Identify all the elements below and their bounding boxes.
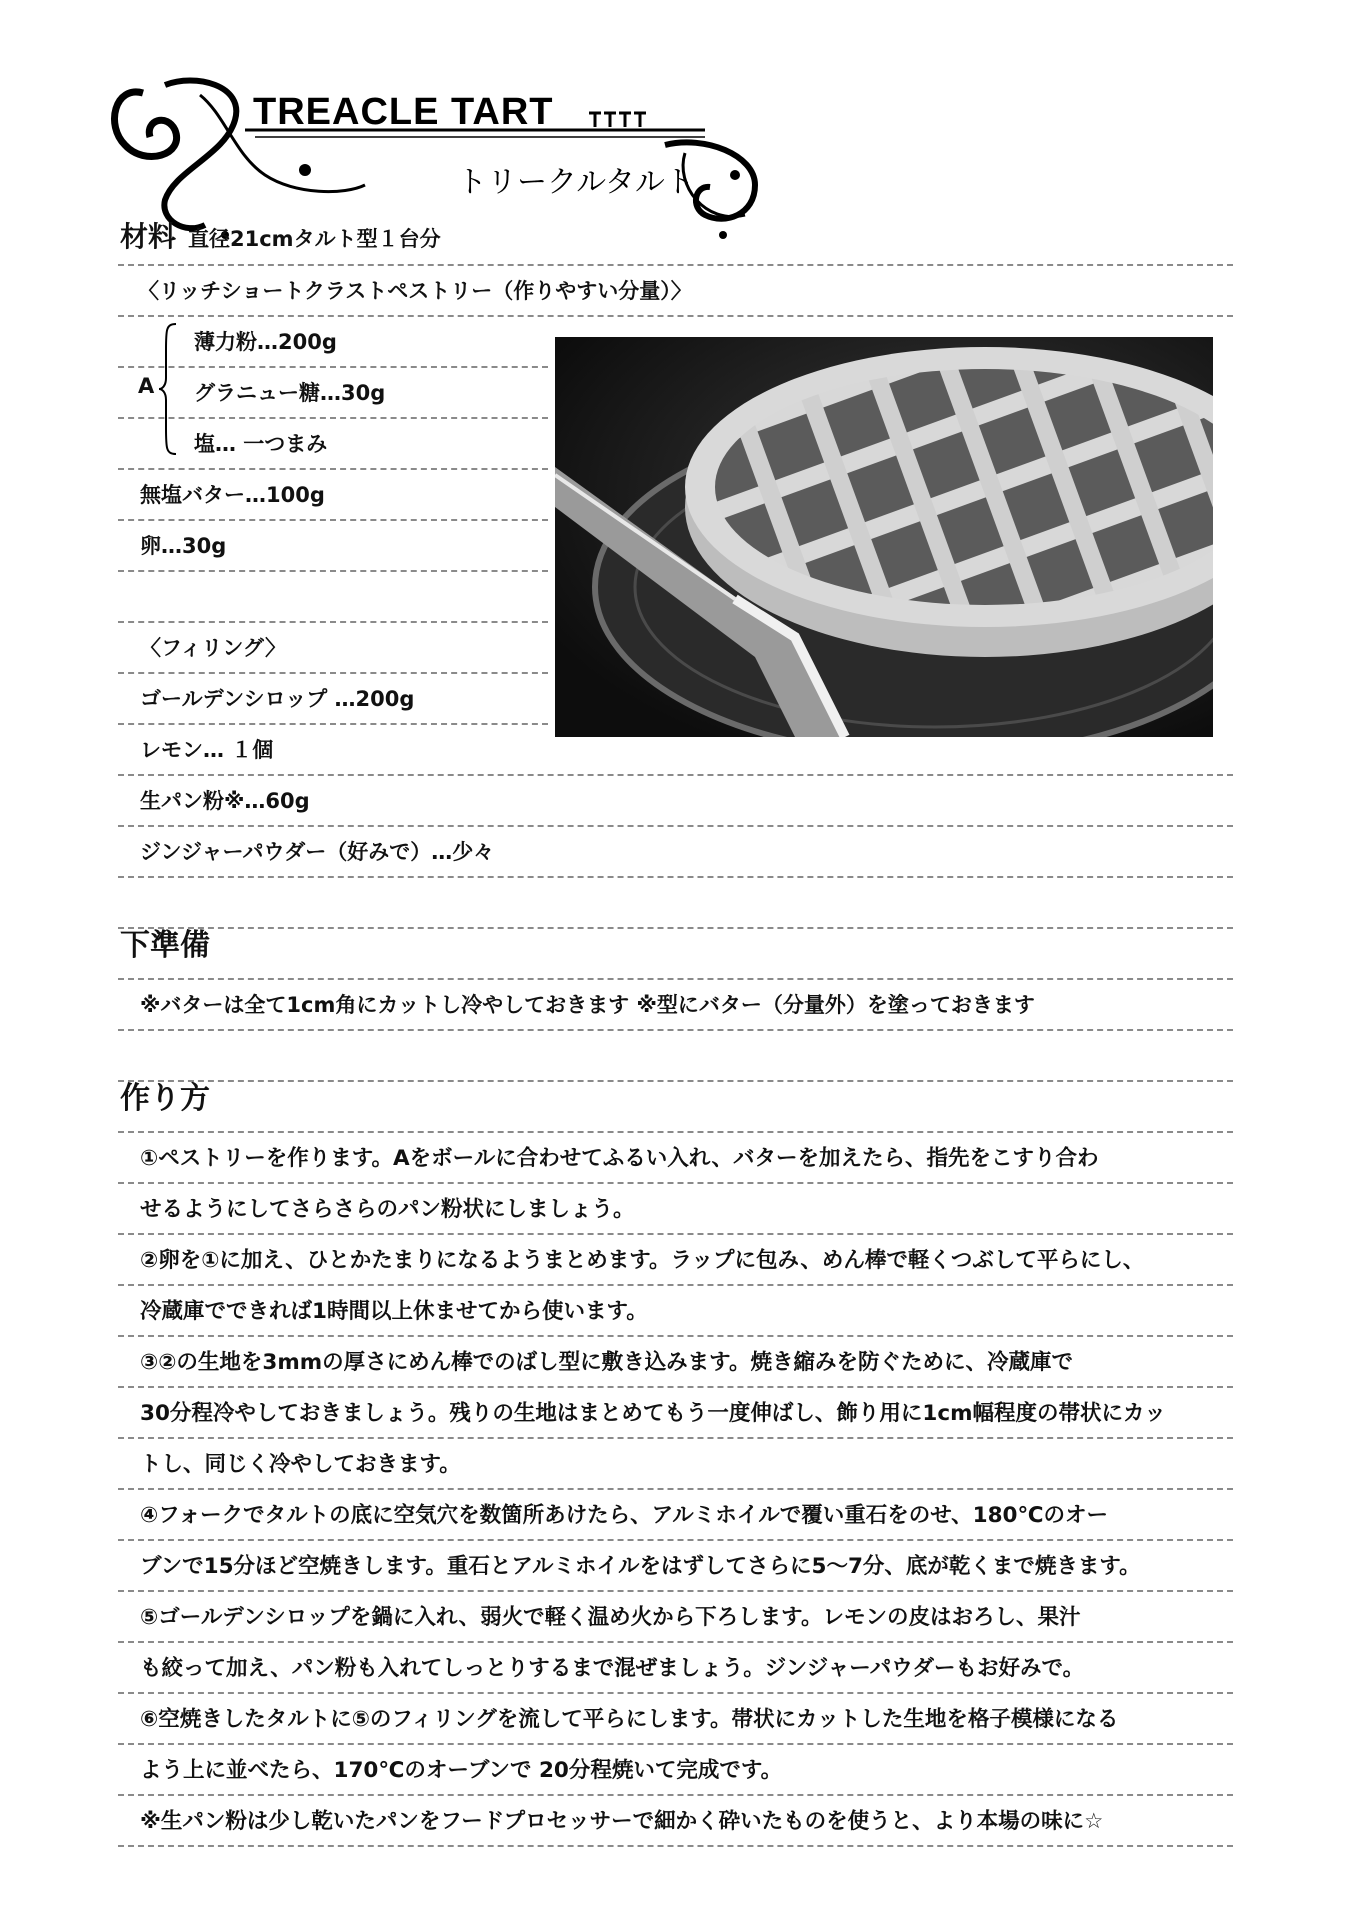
method-line-text: ④フォークでタルトの底に空気穴を数箇所あけたら、アルミホイルで覆い重石をのせ、180℃のオー bbox=[140, 1503, 1109, 1528]
prep-text: ※バターは全て1cm角にカットし冷やしておきます ※型にバター（分量外）を塗っておきます bbox=[140, 993, 1035, 1017]
group-a-label: A bbox=[138, 374, 155, 398]
ingredient-lemon: レモン… １個 bbox=[140, 738, 274, 762]
spacer-rule bbox=[118, 1029, 1233, 1082]
method-line bbox=[118, 1488, 1233, 1541]
ingredient-butter: 無塩バター…100g bbox=[140, 483, 325, 507]
method-line bbox=[118, 1335, 1233, 1388]
tart-photo bbox=[555, 337, 1213, 737]
method-line-text: も絞って加え、パン粉も入れてしっとりするまで混ぜましょう。ジンジャーパウダーもお好みで。 bbox=[140, 1656, 1085, 1681]
method-line bbox=[118, 1437, 1233, 1490]
method-line bbox=[118, 1590, 1233, 1643]
method-line-text: ③②の生地を3mmの厚さにめん棒でのばし型に敷き込みます。焼き縮みを防ぐために、冷蔵庫で bbox=[140, 1350, 1073, 1375]
heading-rule bbox=[118, 213, 1233, 266]
method-line-text: せるようにしてさらさらのパン粉状にしましょう。 bbox=[140, 1197, 635, 1222]
ingredient-breadcrumbs: 生パン粉※…60g bbox=[140, 789, 310, 813]
method-line-text: 30分程冷やしておきましょう。残りの生地はまとめてもう一度伸ばし、飾り用に1cm幅程度の帯状にカッ bbox=[140, 1401, 1166, 1426]
method-line bbox=[118, 1386, 1233, 1439]
ingredient-row bbox=[118, 672, 548, 725]
prep-row bbox=[118, 978, 1233, 1031]
ingredient-row bbox=[118, 519, 548, 572]
ingredient-salt: 塩… 一つまみ bbox=[194, 432, 328, 456]
method-line-text: トし、同じく冷やしておきます。 bbox=[140, 1452, 461, 1477]
method-line bbox=[118, 1794, 1233, 1847]
method-line-text: 冷蔵庫でできれば1時間以上休ませてから使います。 bbox=[140, 1299, 648, 1324]
method-line bbox=[118, 1182, 1233, 1235]
method-line-text: ②卵を①に加え、ひとかたまりになるようまとめます。ラップに包み、めん棒で軽くつぶして平らにし、 bbox=[140, 1248, 1145, 1273]
materials-size-note: 直径21cmタルト型１台分 bbox=[188, 227, 441, 251]
method-heading: 作り方 bbox=[120, 1081, 210, 1116]
title-japanese: トリークルタルト bbox=[457, 165, 695, 200]
spacer-rule bbox=[118, 876, 1233, 929]
method-line-text: ①ペストリーを作ります。Aをボールに合わせてふるい入れ、バターを加えたら、指先をこすり合わ bbox=[140, 1146, 1099, 1171]
ingredient-row bbox=[118, 570, 548, 623]
ingredient-ginger: ジンジャーパウダー（好みで）…少々 bbox=[140, 840, 495, 864]
ingredient-row bbox=[118, 825, 1233, 878]
method-line-text: よう上に並べたら、170℃のオーブンで 20分程焼いて完成です。 bbox=[140, 1758, 783, 1783]
ingredient-row bbox=[118, 774, 1233, 827]
method-line bbox=[118, 1284, 1233, 1337]
ingredient-syrup: ゴールデンシロップ …200g bbox=[140, 687, 415, 711]
method-line bbox=[118, 1539, 1233, 1592]
method-line bbox=[118, 1692, 1233, 1745]
method-line bbox=[118, 1131, 1233, 1184]
title-english: TREACLE TART bbox=[253, 91, 554, 133]
method-line bbox=[118, 1233, 1233, 1286]
ingredient-flour: 薄力粉…200g bbox=[194, 330, 337, 354]
prep-heading: 下準備 bbox=[120, 928, 210, 963]
crust-heading: 〈リッチショートクラストペストリー（作りやすい分量）〉 bbox=[138, 279, 692, 303]
method-rule bbox=[118, 1080, 1233, 1133]
method-line-text: ブンで15分ほど空焼きします。重石とアルミホイルをはずしてさらに5～7分、底が乾くまで焼きます。 bbox=[140, 1554, 1141, 1579]
group-a-brace bbox=[138, 320, 198, 458]
ingredient-row bbox=[118, 468, 548, 521]
method-line bbox=[118, 1641, 1233, 1694]
ingredient-sugar: グラニュー糖…30g bbox=[194, 381, 386, 405]
method-line-text: ⑥空焼きしたタルトに⑤のフィリングを流して平らにします。帯状にカットした生地を格子模様になる bbox=[140, 1707, 1119, 1732]
prep-rule bbox=[118, 927, 1233, 980]
method-line-text: ⑤ゴールデンシロップを鍋に入れ、弱火で軽く温め火から下ろします。レモンの皮はおろし、果汁 bbox=[140, 1605, 1081, 1630]
brace-icon bbox=[158, 320, 178, 458]
filling-heading: 〈フィリング〉 bbox=[140, 636, 286, 660]
materials-title: 材料 bbox=[120, 220, 177, 253]
tart-image bbox=[555, 337, 1213, 737]
ingredient-egg: 卵…30g bbox=[140, 534, 227, 558]
method-note-text: ※生パン粉は少し乾いたパンをフードプロセッサーで細かく砕いたものを使うと、より本場の味に☆ bbox=[140, 1809, 1104, 1834]
ingredient-row bbox=[118, 264, 1233, 317]
ingredient-row bbox=[118, 621, 548, 674]
method-line bbox=[118, 1743, 1233, 1796]
